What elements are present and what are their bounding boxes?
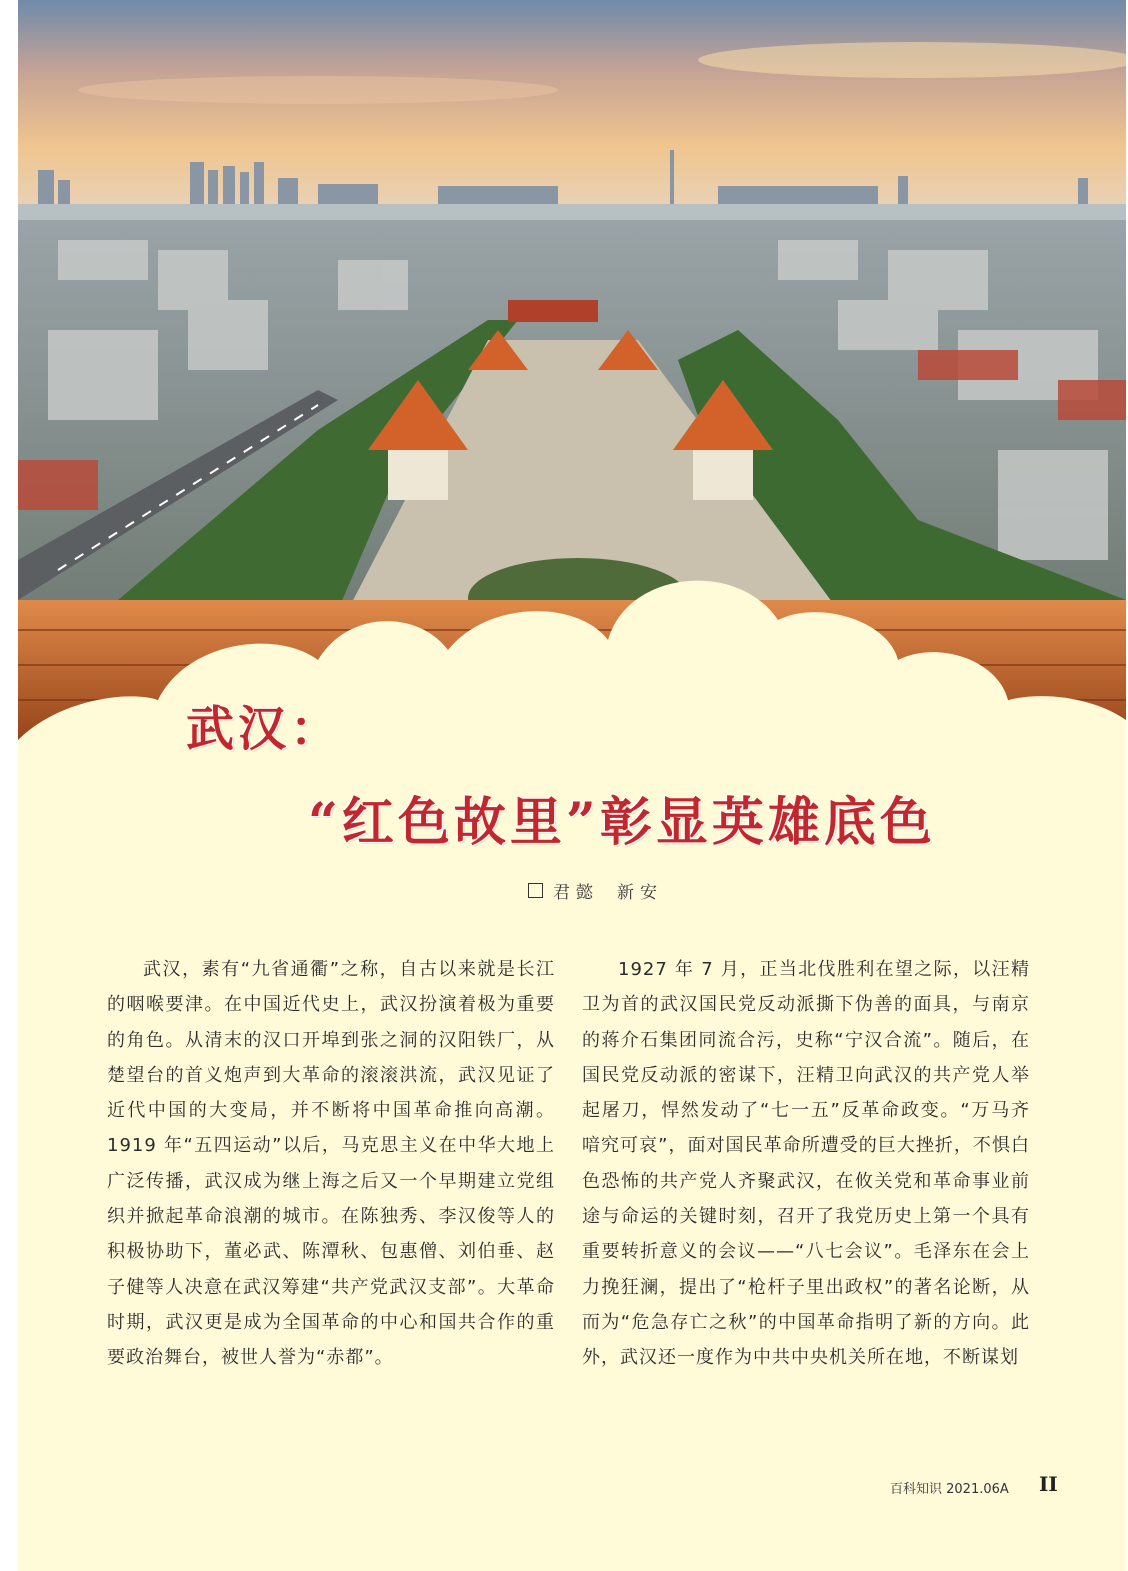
article-title-line2: “红色故里”彰显英雄底色: [308, 792, 936, 853]
hero-photo-yellow-crane-tower: [18, 0, 1126, 760]
byline: [528, 878, 663, 903]
article-paragraph: 武汉，素有“九省通衢”之称，自古以来就是长江的咽喉要津。在中国近代史上，武汉扮演着极为重要的角色。从清末的汉口开埠到张之洞的汉阳铁厂，从楚望台的首义炮声到大革命的滚滚洪流，武汉见证了近代中国的大变局，并不断将中国革命推向高潮。1919 年“五四运动”以后，马克思主义在中华大地上广泛传播，武汉成为继上海之后又一个早期建立党组织并掀起革命浪潮的城市。在陈独秀、李汉俊等人的积极协助下，董必武、陈潭秋、包惠僧、刘伯垂、赵子健等人决意在武汉筹建“共产党武汉支部”。大革命时期，武汉更是成为全国革命的中心和国共合作的重要政治舞台，被世人誉为“赤都”。: [107, 959, 555, 1369]
page-number: II: [1039, 1472, 1058, 1496]
byline-author: 新安: [617, 883, 663, 903]
article-column-right: [582, 952, 1030, 1376]
square-marker-icon: [528, 883, 543, 898]
byline-author: 君懿: [553, 883, 599, 903]
magazine-page: [18, 0, 1126, 1571]
magazine-issue-label: 百科知识 2021.06A: [890, 1482, 1009, 1497]
article-title-line1: 武汉：: [186, 701, 343, 757]
article-column-left: [107, 952, 555, 1376]
article-paragraph: 1927 年 7 月，正当北伐胜利在望之际，以汪精卫为首的武汉国民党反动派撕下伪善的面具，与南京的蒋介石集团同流合污，史称“宁汉合流”。随后，在国民党反动派的密谋下，汪精卫向武汉的共产党人举起屠刀，悍然发动了“七一五”反革命政变。“万马齐喑究可哀”，面对国民革命所遭受的巨大挫折，不惧白色恐怖的共产党人齐聚武汉，在攸关党和革命事业前途与命运的关键时刻，召开了我党历史上第一个具有重要转折意义的会议——“八七会议”。毛泽东在会上力挽狂澜，提出了“枪杆子里出政权”的著名论断，从而为“危急存亡之秋”的中国革命指明了新的方向。此外，武汉还一度作为中共中央机关所在地，不断谋划: [582, 959, 1030, 1369]
